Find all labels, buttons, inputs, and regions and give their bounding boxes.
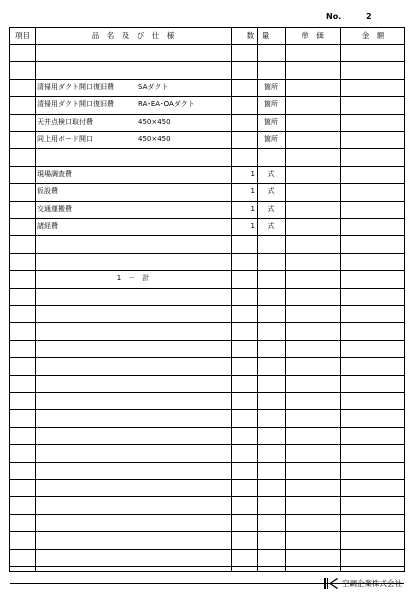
row-quantity [231, 148, 255, 165]
row-item-spec: RA･EA･OAダクト [138, 100, 195, 109]
row-item-name [37, 566, 137, 583]
row-item-name [37, 392, 137, 409]
row-item-spec [138, 375, 230, 392]
row-item-spec [138, 288, 230, 305]
row-unit: 箇所 [264, 117, 278, 126]
row-item-name: 清掃用ダクト開口復旧費 [37, 100, 114, 109]
row-quantity [231, 531, 255, 548]
column-divider [35, 28, 36, 571]
row-item-name [37, 44, 137, 61]
row-item-spec [138, 462, 230, 479]
row-quantity [231, 392, 255, 409]
row-item-name: 諸経費 [37, 222, 58, 230]
row-unit [257, 253, 285, 270]
row-unit: 箇所 [264, 100, 278, 109]
row-item-spec [138, 531, 230, 548]
column-divider [285, 28, 286, 571]
row-unit: 式 [267, 169, 275, 178]
row-item-name [37, 375, 137, 392]
row-unit [257, 288, 285, 305]
row-quantity [231, 375, 255, 392]
row-unit [257, 392, 285, 409]
row-item-spec [138, 218, 230, 235]
row-quantity: 1 [250, 222, 255, 230]
row-unit [257, 479, 285, 496]
row-quantity [231, 409, 255, 426]
row-unit: 箇所 [264, 135, 278, 143]
row-unit [257, 583, 285, 600]
row-item-name [37, 531, 137, 548]
row-item-name: 清掃用ダクト開口復旧費 [37, 82, 114, 91]
row-unit [257, 340, 285, 357]
row-unit [257, 531, 285, 548]
row-item-spec [138, 479, 230, 496]
row-item-name [37, 409, 137, 426]
company-name: 空調企業株式会社 [342, 579, 402, 588]
row-item-name: 仮設費 [37, 187, 58, 196]
row-unit [257, 44, 285, 61]
row-item-spec [138, 305, 230, 322]
row-quantity [231, 583, 255, 600]
row-unit [257, 444, 285, 461]
row-item-spec [138, 566, 230, 583]
row-item-spec: 450×450 [138, 117, 171, 126]
row-unit [257, 148, 285, 165]
page-number-label: No. [326, 12, 342, 21]
row-item-name: 交通運搬費 [37, 204, 72, 213]
row-unit [257, 61, 285, 78]
row-quantity [231, 340, 255, 357]
row-unit [257, 566, 285, 583]
row-item-name [37, 549, 137, 566]
row-quantity [231, 96, 255, 113]
company-footer [324, 578, 402, 589]
row-quantity [231, 549, 255, 566]
header-unit-price: 単 価 [301, 31, 324, 40]
row-unit [257, 305, 285, 322]
row-item-spec [138, 183, 230, 200]
row-item-name [37, 514, 137, 531]
column-divider [340, 28, 341, 571]
row-unit [257, 375, 285, 392]
row-unit [257, 409, 285, 426]
row-unit [257, 235, 285, 252]
row-quantity [231, 496, 255, 513]
row-item-name [37, 288, 137, 305]
row-quantity [231, 253, 255, 270]
row-quantity [231, 131, 255, 148]
row-unit [257, 549, 285, 566]
row-quantity [231, 114, 255, 131]
row-quantity [231, 270, 255, 287]
row-quantity [231, 479, 255, 496]
header-amount: 金 額 [361, 31, 385, 40]
row-unit: 式 [267, 204, 275, 213]
row-quantity [231, 235, 255, 252]
row-item-spec [138, 44, 230, 61]
row-unit: 式 [267, 187, 275, 196]
row-item-name [37, 357, 137, 374]
row-item-name [37, 148, 137, 165]
row-item-name [37, 479, 137, 496]
row-item-spec: SAダクト [138, 82, 169, 91]
row-item-spec [138, 496, 230, 513]
row-quantity [231, 514, 255, 531]
row-unit: 式 [267, 222, 275, 230]
row-item-spec [138, 392, 230, 409]
row-item-spec [138, 409, 230, 426]
row-item-name [37, 427, 137, 444]
row-item-spec [138, 166, 230, 183]
row-item-name [37, 322, 137, 339]
company-logo-icon [324, 578, 338, 589]
row-total-label: 1 － 計 [116, 274, 150, 283]
row-item-name [37, 305, 137, 322]
row-item-spec [138, 253, 230, 270]
estimate-table [9, 27, 405, 572]
row-quantity [231, 44, 255, 61]
row-item-spec [138, 514, 230, 531]
row-item-name: 現場調査費 [37, 169, 72, 178]
row-quantity: 1 [250, 169, 255, 178]
row-quantity [231, 357, 255, 374]
row-unit [257, 357, 285, 374]
row-quantity: 1 [250, 204, 255, 213]
row-unit [257, 270, 285, 287]
row-quantity [231, 444, 255, 461]
row-unit: 箇所 [264, 82, 278, 91]
header-spec: 品 名 及 び 仕 様 [91, 31, 175, 40]
row-item-spec [138, 201, 230, 218]
row-unit [257, 322, 285, 339]
row-unit [257, 496, 285, 513]
row-item-spec [138, 549, 230, 566]
row-item-name: 天井点検口取付費 [37, 117, 93, 126]
row-quantity [231, 566, 255, 583]
row-unit [257, 462, 285, 479]
row-item-spec [138, 235, 230, 252]
row-quantity [231, 305, 255, 322]
row-item-spec [138, 340, 230, 357]
row-quantity [231, 322, 255, 339]
header-qty: 数 量 [246, 31, 270, 40]
row-item-spec: 450×450 [138, 135, 171, 143]
row-unit [257, 427, 285, 444]
row-item-name [37, 496, 137, 513]
row-quantity: 1 [250, 187, 255, 196]
row-quantity [231, 79, 255, 96]
row-item-spec [138, 61, 230, 78]
row-unit [257, 514, 285, 531]
row-item-name [37, 444, 137, 461]
row-quantity [231, 462, 255, 479]
row-item-spec [138, 444, 230, 461]
row-quantity [231, 61, 255, 78]
row-item-name: 同上用ボード開口 [37, 135, 93, 143]
row-item-spec [138, 322, 230, 339]
row-item-name [37, 583, 137, 600]
row-item-name [37, 462, 137, 479]
row-item-spec [138, 148, 230, 165]
row-item-name [37, 253, 137, 270]
row-item-name [37, 235, 137, 252]
row-quantity [231, 427, 255, 444]
row-item-spec [138, 427, 230, 444]
row-item-name [37, 340, 137, 357]
header-item: 項目 [15, 31, 30, 40]
page-number-value: 2 [366, 12, 372, 21]
row-item-spec [138, 357, 230, 374]
row-quantity [231, 288, 255, 305]
row-item-name [37, 61, 137, 78]
row-item-spec [138, 583, 230, 600]
